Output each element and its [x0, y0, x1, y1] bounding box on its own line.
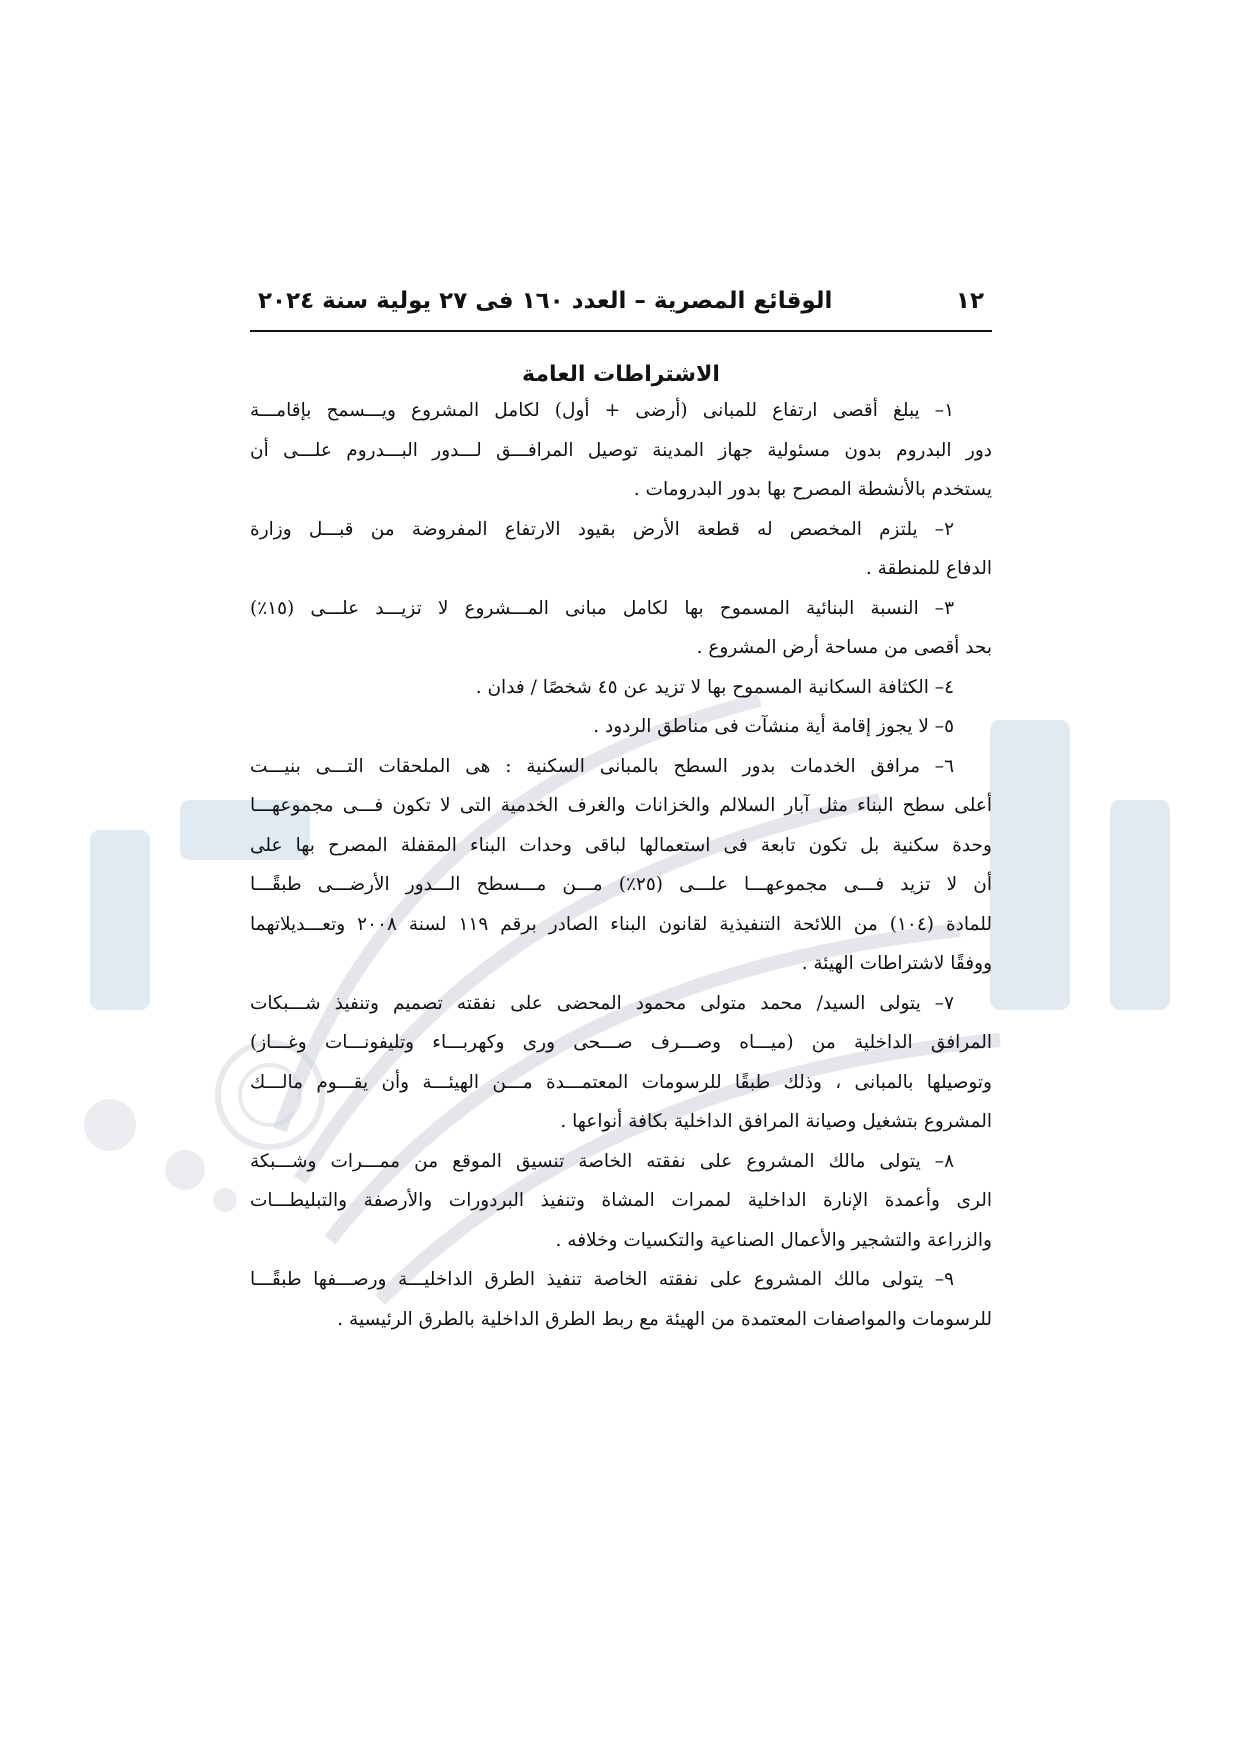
paragraph — [250, 589, 992, 668]
paragraph-line: ٥– لا يجوز إقامة أية منشآت فى مناطق الردود . — [593, 716, 954, 737]
paragraph — [250, 1142, 992, 1261]
publication-title: الوقائع المصرية – العدد ١٦٠ فى ٢٧ يولية سنة ٢٠٢٤ — [258, 288, 833, 314]
paragraph — [250, 510, 992, 589]
paragraph-line: دور البدروم بدون مسئولية جهاز المدينة توصيل المرافـــق لـــدور البـــدروم علـــى أن — [250, 439, 992, 461]
paragraph-line: ٤– الكثافة السكانية المسموح بها لا تزيد عن ٤٥ شخصًا / فدان . — [475, 676, 954, 698]
paragraph-line: ١– يبلغ أقصى ارتفاع للمبانى (أرضى + أول) لكامل المشروع ويـــسمح بإقامـــة — [250, 400, 954, 421]
paragraph-line: للرسومات والمواصفات المعتمدة من الهيئة مع ربط الطرق الداخلية بالطرق الرئيسية . — [337, 1308, 992, 1330]
paragraph-line: والزراعة والتشجير والأعمال الصناعية والتكسيات وخلافه . — [555, 1229, 992, 1251]
paragraph-line: بحد أقصى من مساحة أرض المشروع . — [696, 637, 992, 658]
paragraph-line: أن لا تزيد فـــى مجموعهـــا علـــى (٢٥٪) مـــن مـــسطح الـــدور الأرضـــى طبقًـــا — [250, 874, 992, 895]
watermark-dot-1 — [84, 1099, 136, 1151]
paragraph — [250, 747, 992, 984]
document-page — [250, 280, 992, 1339]
header-divider — [250, 330, 992, 332]
paragraph-line: وحدة سكنية بل تكون تابعة فى استعمالها لباقى وحدات البناء المقفلة المصرح بها على — [250, 834, 992, 856]
paragraph-line: وتوصيلها بالمبانى ، وذلك طبقًا للرسومات المعتمـــدة مـــن الهيئـــة وأن يقـــوم مالـــك — [250, 1071, 992, 1093]
paragraph-line: ٧– يتولى السيد/ محمد متولى محمود المحضى على نفقته تصميم وتنفيذ شـــبكات — [250, 992, 954, 1014]
paragraph-line: المشروع بتشغيل وصيانة المرافق الداخلية بكافة أنواعها . — [560, 1111, 992, 1132]
paragraph-line: ووفقًا لاشتراطات الهيئة . — [801, 953, 992, 974]
paragraph — [250, 668, 992, 708]
paragraph-line: أعلى سطح البناء مثل آبار السلالم والخزانات والغرف الخدمية التى لا تكون فـــى مجموعهـــا — [250, 795, 992, 816]
page-header — [250, 280, 992, 314]
paragraph-line: الرى وأعمدة الإنارة الداخلية لممرات المشاة وتنفيذ البردورات والأرصفة والتبليطـــات — [250, 1190, 992, 1211]
paragraph-line: ٣– النسبة البنائية المسموح بها لكامل مبانى المـــشروع لا تزيـــد علـــى (١٥٪) — [250, 597, 954, 619]
page-number: ١٢ — [955, 288, 984, 314]
paragraph-line: للمادة (١٠٤) من اللائحة التنفيذية لقانون البناء الصادر برقم ١١٩ لسنة ٢٠٠٨ وتعـــديلاتهما — [250, 913, 992, 935]
watermark-dot-3 — [213, 1188, 237, 1212]
paragraph-line: ٨– يتولى مالك المشروع على نفقته الخاصة تنسيق الموقع من ممـــرات وشـــبكة — [250, 1150, 954, 1172]
document-body — [250, 391, 992, 1339]
section-title: الاشتراطات العامة — [522, 362, 720, 387]
paragraph-line: ٩– يتولى مالك المشروع على نفقته الخاصة تنفيذ الطرق الداخليـــة ورصـــفها طبقًـــا — [250, 1269, 954, 1290]
paragraph — [250, 1260, 992, 1339]
watermark-dot-2 — [165, 1150, 205, 1190]
paragraph — [250, 984, 992, 1142]
paragraph-line: ٢– يلتزم المخصص له قطعة الأرض بقيود الارتفاع المفروضة من قبـــل وزارة — [250, 518, 954, 540]
paragraph-line: المرافق الداخلية من (ميـــاه وصـــرف صـــحى ورى وكهربـــاء وتليفونـــات وغـــاز) — [250, 1032, 992, 1053]
paragraph — [250, 391, 992, 510]
paragraph-line: الدفاع للمنطقة . — [865, 558, 992, 579]
paragraph-line: يستخدم بالأنشطة المصرح بها بدور البدرومات . — [633, 479, 992, 500]
paragraph — [250, 707, 992, 747]
paragraph-line: ٦– مرافق الخدمات بدور السطح بالمبانى السكنية : هى الملحقات التـــى بنيـــت — [250, 755, 954, 777]
